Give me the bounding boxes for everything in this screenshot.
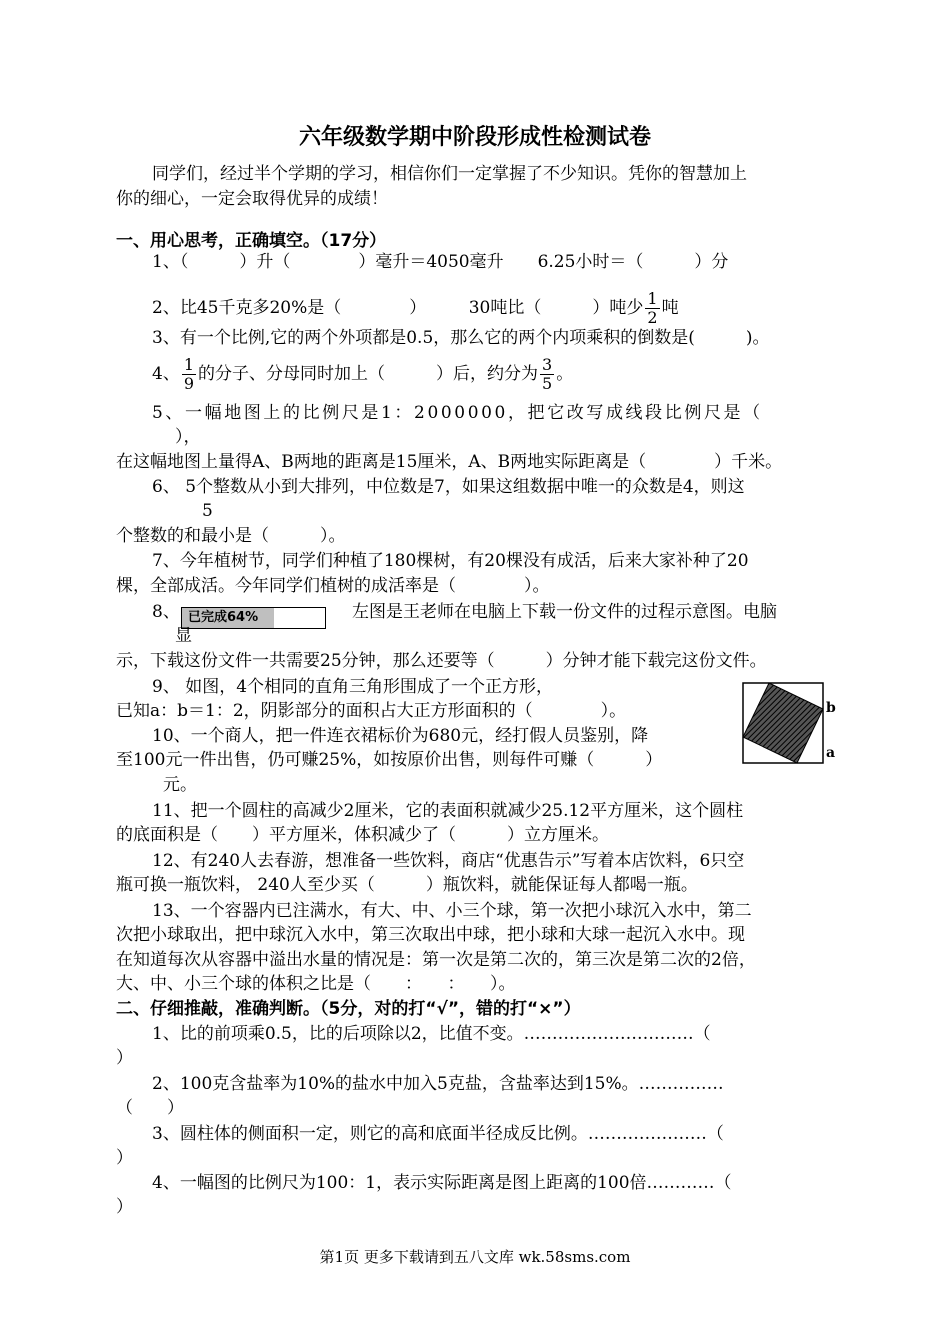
fraction-denominator: 9 xyxy=(183,374,195,393)
fraction-one-ninth xyxy=(182,356,196,393)
question-13-line-1: 13、一个容器内已注满水，有大、中、小三个球，第一次把小球沉入水中，第二 xyxy=(152,901,752,921)
question-10-line-1: 10、一个商人，把一件连衣裙标价为680元，经打假人员鉴别，降 xyxy=(152,726,649,746)
question-8-line-1: 左图是王老师在电脑上下载一份文件的过程示意图。电脑 xyxy=(352,602,777,622)
question-7-line-2: 棵，全部成活。今年同学们植树的成活率是（ ）。 xyxy=(116,576,550,596)
question-10-line-3: 元。 xyxy=(163,775,197,795)
question-4-number: 4、 xyxy=(152,364,180,384)
question-4-end: 。 xyxy=(556,364,574,384)
question-12-line-2: 瓶可换一瓶饮料， 240人至少买（ ）瓶饮料，就能保证每人都喝一瓶。 xyxy=(116,875,698,895)
question-5-line-3: 在这幅地图上量得A、B两地的距离是15厘米，A、B两地实际距离是（ ）千米。 xyxy=(116,452,783,472)
question-2-unit: 吨 xyxy=(661,298,679,318)
question-6-line-1: 6、 5个整数从小到大排列，中位数是7，如果这组数据中唯一的众数是4，则这 xyxy=(152,477,745,497)
question-3: 3、有一个比例,它的两个外项都是0.5，那么它的两个内项乘积的倒数是( )。 xyxy=(152,328,770,348)
judgement-1-line-2: ） xyxy=(116,1048,133,1068)
question-2-text: 2、比45千克多20%是（ ） 30吨比（ ）吨少 xyxy=(152,298,644,318)
download-progress-bar xyxy=(181,607,326,629)
question-5-line-1: 5、一幅地图上的比例尺是1：2000000，把它改写成线段比例尺是（ xyxy=(152,403,763,423)
judgement-1-line-1: 1、比的前项乘0.5，比的后项除以2，比值不变。…………………………（ xyxy=(152,1024,711,1044)
label-b: b xyxy=(826,700,836,716)
question-5-line-2: ）， xyxy=(175,427,201,447)
question-9-line-2: 已知a：b＝1：2，阴影部分的面积占大正方形面积的（ ）。 xyxy=(116,701,627,721)
judgement-3-line-1: 3、圆柱体的侧面积一定，则它的高和底面半径成反比例。…………………（ xyxy=(152,1124,724,1144)
fraction-three-fifths xyxy=(540,356,554,393)
progress-label: 已完成64% xyxy=(188,610,259,625)
label-a: a xyxy=(826,745,836,761)
intro-line-1: 同学们，经过半个学期的学习，相信你们一定掌握了不少知识。凭你的智慧加上 xyxy=(152,164,747,184)
question-13-line-3: 在知道每次从容器中溢出水量的情况是：第一次是第二次的，第三次是第二次的2倍， xyxy=(116,950,756,970)
question-8-line-3: 示，下载这份文件一共需要25分钟，那么还要等（ ）分钟才能下载完这份文件。 xyxy=(116,651,767,671)
question-8-number: 8、 xyxy=(152,602,180,622)
question-9-line-1: 9、 如图，4个相同的直角三角形围成了一个正方形， xyxy=(152,677,554,697)
question-8-line-2: 显 xyxy=(175,626,192,646)
intro-line-2: 你的细心，一定会取得优异的成绩！ xyxy=(116,189,388,209)
question-4 xyxy=(152,352,573,396)
question-7-line-1: 7、今年植树节，同学们种植了180棵树，有20棵没有成活，后来大家补种了20 xyxy=(152,551,749,571)
question-6-line-2: 5 xyxy=(202,501,213,521)
question-11-line-1: 11、把一个圆柱的高减少2厘米，它的表面积就减少25.12平方厘米，这个圆柱 xyxy=(152,801,744,821)
judgement-4-line-1: 4、一幅图的比例尺为100：1，表示实际距离是图上距离的100倍…………（ xyxy=(152,1173,732,1193)
fraction-numerator: 1 xyxy=(183,355,195,374)
question-11-line-2: 的底面积是（ ）平方厘米，体积减少了（ ）立方厘米。 xyxy=(116,825,609,845)
fraction-numerator: 3 xyxy=(542,355,553,374)
section-1-heading: 一、用心思考，正确填空。（17分） xyxy=(116,231,387,251)
judgement-2-line-1: 2、100克含盐率为10%的盐水中加入5克盐，含盐率达到15%。…………… xyxy=(152,1074,724,1094)
fraction-denominator: 5 xyxy=(542,374,553,393)
page-title: 六年级数学期中阶段形成性检测试卷 xyxy=(298,125,651,150)
question-12-line-1: 12、有240人去春游，想准备一些饮料，商店“优惠告示”写着本店饮料，6只空 xyxy=(152,851,745,871)
question-13-line-2: 次把小球取出，把中球沉入水中，第三次取出中球，把小球和大球一起沉入水中。现 xyxy=(116,925,745,945)
question-4-text: 的分子、分母同时加上（ ）后，约分为 xyxy=(198,364,539,384)
fraction-numerator: 1 xyxy=(647,289,658,308)
square-triangles-figure xyxy=(742,682,842,766)
judgement-3-line-2: ） xyxy=(116,1148,133,1168)
question-2 xyxy=(152,286,679,330)
question-1: 1、（ ）升（ ）毫升＝4050毫升 6.25小时＝（ ）分 xyxy=(152,252,729,272)
judgement-4-line-2: ） xyxy=(116,1197,133,1217)
page-footer: 第1页 更多下载请到五八文库 wk.58sms.com xyxy=(319,1248,631,1266)
judgement-2-line-2: （ ） xyxy=(116,1098,184,1118)
fraction-denominator: 2 xyxy=(647,308,658,327)
question-10-line-2: 至100元一件出售，仍可赚25%，如按原价出售，则每件可赚（ ） xyxy=(116,750,663,770)
question-6-line-3: 个整数的和最小是（ ）。 xyxy=(116,526,346,546)
fraction-one-half xyxy=(645,290,659,327)
section-2-heading: 二、仔细推敲，准确判断。（5分，对的打“√”，错的打“×”） xyxy=(116,999,581,1019)
question-13-line-4: 大、中、小三个球的体积之比是（ ： ： ）。 xyxy=(116,974,516,994)
